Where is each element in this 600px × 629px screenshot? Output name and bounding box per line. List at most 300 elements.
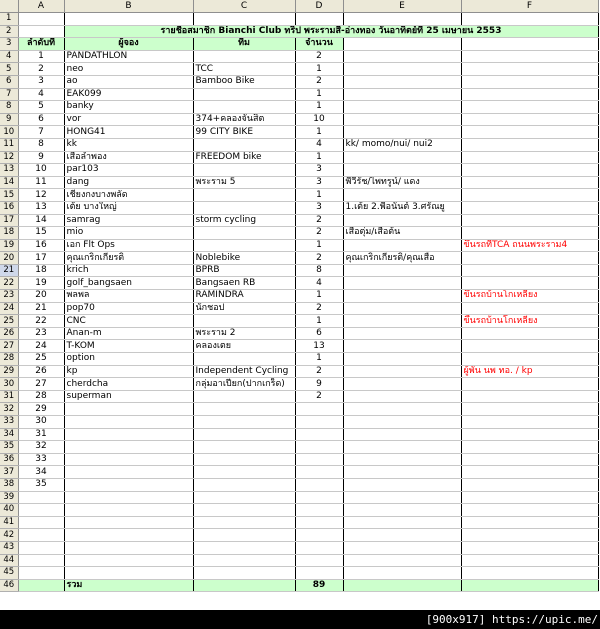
name-cell[interactable] xyxy=(64,441,193,454)
team-cell[interactable]: Bamboo Bike xyxy=(193,75,295,88)
note-f-cell[interactable] xyxy=(461,214,598,227)
note-e-cell[interactable] xyxy=(343,315,461,328)
note-f-cell[interactable]: ขึ้นรถที่TCA ถนนพระราม4 xyxy=(461,239,598,252)
name-cell[interactable]: mio xyxy=(64,227,193,240)
team-cell[interactable] xyxy=(193,353,295,366)
note-f-cell[interactable] xyxy=(461,176,598,189)
no-cell[interactable] xyxy=(18,491,64,504)
no-cell[interactable]: 4 xyxy=(18,88,64,101)
name-cell[interactable]: vor xyxy=(64,113,193,126)
row-header[interactable]: 27 xyxy=(0,340,18,353)
row-header[interactable]: 44 xyxy=(0,554,18,567)
team-cell[interactable] xyxy=(193,554,295,567)
note-e-cell[interactable] xyxy=(343,290,461,303)
note-f-cell[interactable] xyxy=(461,264,598,277)
note-f-cell[interactable] xyxy=(461,516,598,529)
row-header[interactable]: 33 xyxy=(0,416,18,429)
row-header[interactable]: 3 xyxy=(0,38,18,51)
cell[interactable] xyxy=(295,13,343,26)
cell[interactable] xyxy=(461,38,598,51)
note-f-cell[interactable] xyxy=(461,353,598,366)
note-e-cell[interactable] xyxy=(343,466,461,479)
team-cell[interactable]: BPRB xyxy=(193,264,295,277)
note-f-cell[interactable] xyxy=(461,453,598,466)
cell[interactable] xyxy=(64,13,193,26)
name-cell[interactable]: golf_bangsaen xyxy=(64,277,193,290)
no-cell[interactable]: 22 xyxy=(18,315,64,328)
total-value-cell[interactable]: 89 xyxy=(295,579,343,592)
sheet-title-cell[interactable]: รายชื่อสมาชิก Bianchi Club ทริป พระรามสี่-อ่างทอง วันอาทิตย์ที่ 25 เมษายน 2553 xyxy=(64,25,598,38)
note-e-cell[interactable] xyxy=(343,264,461,277)
note-f-cell[interactable] xyxy=(461,227,598,240)
note-e-cell[interactable] xyxy=(343,428,461,441)
count-cell[interactable]: 1 xyxy=(295,88,343,101)
name-cell[interactable]: เต้ย บางใหญ่ xyxy=(64,201,193,214)
row-header[interactable]: 32 xyxy=(0,403,18,416)
note-e-cell[interactable] xyxy=(343,101,461,114)
note-f-cell[interactable] xyxy=(461,478,598,491)
count-cell[interactable]: 2 xyxy=(295,365,343,378)
team-cell[interactable]: นักชอป xyxy=(193,302,295,315)
row-header[interactable]: 24 xyxy=(0,302,18,315)
name-cell[interactable]: cherdcha xyxy=(64,378,193,391)
column-header-f[interactable]: F xyxy=(461,0,598,13)
no-cell[interactable]: 33 xyxy=(18,453,64,466)
name-cell[interactable] xyxy=(64,541,193,554)
team-cell[interactable] xyxy=(193,101,295,114)
count-cell[interactable]: 3 xyxy=(295,201,343,214)
row-header[interactable]: 12 xyxy=(0,151,18,164)
note-f-cell[interactable] xyxy=(461,75,598,88)
no-cell[interactable]: 34 xyxy=(18,466,64,479)
note-f-cell[interactable] xyxy=(461,466,598,479)
count-cell[interactable]: 8 xyxy=(295,264,343,277)
note-e-cell[interactable] xyxy=(343,75,461,88)
row-header[interactable]: 15 xyxy=(0,189,18,202)
count-cell[interactable] xyxy=(295,529,343,542)
no-cell[interactable]: 20 xyxy=(18,290,64,303)
team-cell[interactable] xyxy=(193,164,295,177)
count-cell[interactable]: 2 xyxy=(295,75,343,88)
no-cell[interactable]: 16 xyxy=(18,239,64,252)
row-header[interactable]: 30 xyxy=(0,378,18,391)
team-cell[interactable]: Independent Cycling xyxy=(193,365,295,378)
team-cell[interactable] xyxy=(193,441,295,454)
row-header[interactable]: 1 xyxy=(0,13,18,26)
row-header[interactable]: 14 xyxy=(0,176,18,189)
row-header[interactable]: 42 xyxy=(0,529,18,542)
count-cell[interactable]: 1 xyxy=(295,101,343,114)
name-cell[interactable] xyxy=(64,504,193,517)
no-cell[interactable]: 32 xyxy=(18,441,64,454)
team-cell[interactable]: storm cycling xyxy=(193,214,295,227)
row-header[interactable]: 35 xyxy=(0,441,18,454)
count-cell[interactable] xyxy=(295,554,343,567)
row-header[interactable]: 13 xyxy=(0,164,18,177)
no-cell[interactable]: 12 xyxy=(18,189,64,202)
name-cell[interactable] xyxy=(64,516,193,529)
count-cell[interactable]: 1 xyxy=(295,63,343,76)
column-header-e[interactable]: E xyxy=(343,0,461,13)
count-cell[interactable] xyxy=(295,541,343,554)
note-f-cell[interactable] xyxy=(461,529,598,542)
note-f-cell[interactable] xyxy=(461,390,598,403)
no-cell[interactable]: 13 xyxy=(18,201,64,214)
team-cell[interactable] xyxy=(193,50,295,63)
note-f-cell[interactable] xyxy=(461,428,598,441)
row-header[interactable]: 17 xyxy=(0,214,18,227)
team-cell[interactable] xyxy=(193,189,295,202)
name-cell[interactable] xyxy=(64,554,193,567)
note-e-cell[interactable] xyxy=(343,327,461,340)
team-cell[interactable] xyxy=(193,529,295,542)
no-cell[interactable] xyxy=(18,554,64,567)
row-header[interactable]: 37 xyxy=(0,466,18,479)
team-cell[interactable] xyxy=(193,541,295,554)
no-cell[interactable]: 6 xyxy=(18,113,64,126)
team-cell[interactable]: FREEDOM bike xyxy=(193,151,295,164)
count-cell[interactable]: 1 xyxy=(295,126,343,139)
note-f-cell[interactable]: ผู้พัน นพ ทอ. / kp xyxy=(461,365,598,378)
header-count-cell[interactable]: จำนวน xyxy=(295,38,343,51)
cell[interactable] xyxy=(18,13,64,26)
cell[interactable] xyxy=(193,579,295,592)
note-f-cell[interactable] xyxy=(461,403,598,416)
name-cell[interactable] xyxy=(64,478,193,491)
row-header[interactable]: 29 xyxy=(0,365,18,378)
name-cell[interactable]: pop70 xyxy=(64,302,193,315)
count-cell[interactable]: 2 xyxy=(295,302,343,315)
column-header-b[interactable]: B xyxy=(64,0,193,13)
no-cell[interactable] xyxy=(18,567,64,580)
row-header[interactable]: 5 xyxy=(0,63,18,76)
name-cell[interactable]: PANDATHLON xyxy=(64,50,193,63)
cell[interactable] xyxy=(193,13,295,26)
note-f-cell[interactable] xyxy=(461,50,598,63)
name-cell[interactable] xyxy=(64,529,193,542)
name-cell[interactable] xyxy=(64,491,193,504)
row-header[interactable]: 7 xyxy=(0,88,18,101)
name-cell[interactable]: เอก Flt Ops xyxy=(64,239,193,252)
row-header[interactable]: 46 xyxy=(0,579,18,592)
row-header[interactable]: 38 xyxy=(0,478,18,491)
name-cell[interactable]: คุณเกริกเกียรติ xyxy=(64,252,193,265)
count-cell[interactable]: 4 xyxy=(295,138,343,151)
name-cell[interactable]: option xyxy=(64,353,193,366)
count-cell[interactable]: 2 xyxy=(295,214,343,227)
note-e-cell[interactable] xyxy=(343,277,461,290)
row-header[interactable]: 39 xyxy=(0,491,18,504)
note-f-cell[interactable] xyxy=(461,340,598,353)
header-team-cell[interactable]: ทีม xyxy=(193,38,295,51)
no-cell[interactable]: 26 xyxy=(18,365,64,378)
name-cell[interactable] xyxy=(64,428,193,441)
no-cell[interactable]: 7 xyxy=(18,126,64,139)
note-f-cell[interactable] xyxy=(461,302,598,315)
note-f-cell[interactable] xyxy=(461,252,598,265)
team-cell[interactable]: กลุ่มอาเปียก(ปากเกร็ด) xyxy=(193,378,295,391)
team-cell[interactable] xyxy=(193,315,295,328)
team-cell[interactable]: TCC xyxy=(193,63,295,76)
cell[interactable] xyxy=(461,13,598,26)
note-e-cell[interactable] xyxy=(343,365,461,378)
no-cell[interactable]: 10 xyxy=(18,164,64,177)
name-cell[interactable]: ao xyxy=(64,75,193,88)
note-f-cell[interactable] xyxy=(461,164,598,177)
name-cell[interactable] xyxy=(64,453,193,466)
row-header[interactable]: 21 xyxy=(0,264,18,277)
note-e-cell[interactable]: 1.เต้ย 2.พี่อนันต์ 3.ศรัณยู xyxy=(343,201,461,214)
note-f-cell[interactable]: ขึ้นรถบ้านโกเหลียง xyxy=(461,315,598,328)
row-header[interactable]: 22 xyxy=(0,277,18,290)
no-cell[interactable]: 29 xyxy=(18,403,64,416)
note-e-cell[interactable] xyxy=(343,453,461,466)
row-header[interactable]: 43 xyxy=(0,541,18,554)
name-cell[interactable]: T-KOM xyxy=(64,340,193,353)
team-cell[interactable] xyxy=(193,88,295,101)
count-cell[interactable]: 4 xyxy=(295,277,343,290)
no-cell[interactable] xyxy=(18,516,64,529)
note-f-cell[interactable] xyxy=(461,113,598,126)
note-f-cell[interactable] xyxy=(461,491,598,504)
column-header-c[interactable]: C xyxy=(193,0,295,13)
note-f-cell[interactable] xyxy=(461,416,598,429)
team-cell[interactable] xyxy=(193,227,295,240)
row-header[interactable]: 2 xyxy=(0,25,18,38)
row-header[interactable]: 36 xyxy=(0,453,18,466)
count-cell[interactable]: 1 xyxy=(295,290,343,303)
no-cell[interactable]: 3 xyxy=(18,75,64,88)
note-e-cell[interactable] xyxy=(343,63,461,76)
count-cell[interactable] xyxy=(295,453,343,466)
team-cell[interactable] xyxy=(193,201,295,214)
team-cell[interactable]: Noblebike xyxy=(193,252,295,265)
note-e-cell[interactable] xyxy=(343,554,461,567)
cell[interactable] xyxy=(461,579,598,592)
no-cell[interactable]: 30 xyxy=(18,416,64,429)
note-e-cell[interactable] xyxy=(343,302,461,315)
note-f-cell[interactable] xyxy=(461,504,598,517)
name-cell[interactable]: dang xyxy=(64,176,193,189)
no-cell[interactable]: 1 xyxy=(18,50,64,63)
count-cell[interactable] xyxy=(295,567,343,580)
note-e-cell[interactable] xyxy=(343,113,461,126)
name-cell[interactable]: EAK099 xyxy=(64,88,193,101)
no-cell[interactable]: 2 xyxy=(18,63,64,76)
no-cell[interactable]: 28 xyxy=(18,390,64,403)
no-cell[interactable]: 18 xyxy=(18,264,64,277)
team-cell[interactable] xyxy=(193,466,295,479)
note-e-cell[interactable]: คุณเกริกเกียรติ/คุณเสือ xyxy=(343,252,461,265)
note-f-cell[interactable] xyxy=(461,201,598,214)
count-cell[interactable]: 2 xyxy=(295,252,343,265)
note-e-cell[interactable] xyxy=(343,390,461,403)
row-header[interactable]: 34 xyxy=(0,428,18,441)
row-header[interactable]: 16 xyxy=(0,201,18,214)
note-f-cell[interactable] xyxy=(461,101,598,114)
note-e-cell[interactable] xyxy=(343,340,461,353)
cell[interactable] xyxy=(18,25,64,38)
no-cell[interactable]: 17 xyxy=(18,252,64,265)
column-header-a[interactable]: A xyxy=(18,0,64,13)
note-f-cell[interactable] xyxy=(461,138,598,151)
no-cell[interactable]: 25 xyxy=(18,353,64,366)
cell[interactable] xyxy=(343,579,461,592)
note-f-cell[interactable] xyxy=(461,541,598,554)
cell[interactable] xyxy=(343,38,461,51)
row-header[interactable]: 20 xyxy=(0,252,18,265)
note-e-cell[interactable] xyxy=(343,151,461,164)
note-f-cell[interactable] xyxy=(461,378,598,391)
team-cell[interactable]: Bangsaen RB xyxy=(193,277,295,290)
row-header[interactable]: 18 xyxy=(0,227,18,240)
select-all-corner[interactable] xyxy=(0,0,18,13)
note-e-cell[interactable] xyxy=(343,541,461,554)
row-header[interactable]: 26 xyxy=(0,327,18,340)
row-header[interactable]: 11 xyxy=(0,138,18,151)
count-cell[interactable] xyxy=(295,491,343,504)
row-header[interactable]: 19 xyxy=(0,239,18,252)
column-header-d[interactable]: D xyxy=(295,0,343,13)
no-cell[interactable]: 21 xyxy=(18,302,64,315)
row-header[interactable]: 25 xyxy=(0,315,18,328)
team-cell[interactable]: พระราม 2 xyxy=(193,327,295,340)
note-f-cell[interactable] xyxy=(461,327,598,340)
no-cell[interactable] xyxy=(18,504,64,517)
cell[interactable] xyxy=(343,13,461,26)
note-f-cell[interactable] xyxy=(461,441,598,454)
no-cell[interactable]: 35 xyxy=(18,478,64,491)
note-f-cell[interactable] xyxy=(461,88,598,101)
row-header[interactable]: 10 xyxy=(0,126,18,139)
team-cell[interactable]: พระราม 5 xyxy=(193,176,295,189)
name-cell[interactable]: HONG41 xyxy=(64,126,193,139)
team-cell[interactable] xyxy=(193,516,295,529)
no-cell[interactable]: 23 xyxy=(18,327,64,340)
team-cell[interactable] xyxy=(193,453,295,466)
note-e-cell[interactable] xyxy=(343,88,461,101)
count-cell[interactable]: 3 xyxy=(295,176,343,189)
note-f-cell[interactable] xyxy=(461,567,598,580)
no-cell[interactable]: 15 xyxy=(18,227,64,240)
name-cell[interactable]: kk xyxy=(64,138,193,151)
note-e-cell[interactable] xyxy=(343,416,461,429)
count-cell[interactable] xyxy=(295,416,343,429)
team-cell[interactable] xyxy=(193,390,295,403)
note-e-cell[interactable] xyxy=(343,567,461,580)
name-cell[interactable] xyxy=(64,416,193,429)
count-cell[interactable] xyxy=(295,504,343,517)
row-header[interactable]: 8 xyxy=(0,101,18,114)
count-cell[interactable]: 1 xyxy=(295,189,343,202)
note-f-cell[interactable] xyxy=(461,126,598,139)
count-cell[interactable]: 6 xyxy=(295,327,343,340)
count-cell[interactable] xyxy=(295,428,343,441)
no-cell[interactable]: 19 xyxy=(18,277,64,290)
row-header[interactable]: 45 xyxy=(0,567,18,580)
note-e-cell[interactable] xyxy=(343,239,461,252)
note-e-cell[interactable] xyxy=(343,126,461,139)
note-e-cell[interactable] xyxy=(343,214,461,227)
count-cell[interactable]: 1 xyxy=(295,151,343,164)
name-cell[interactable]: เชียงกงบางพลัด xyxy=(64,189,193,202)
count-cell[interactable] xyxy=(295,466,343,479)
note-e-cell[interactable] xyxy=(343,516,461,529)
note-e-cell[interactable] xyxy=(343,164,461,177)
no-cell[interactable]: 11 xyxy=(18,176,64,189)
note-f-cell[interactable] xyxy=(461,63,598,76)
name-cell[interactable]: Anan-m xyxy=(64,327,193,340)
no-cell[interactable]: 9 xyxy=(18,151,64,164)
note-f-cell[interactable] xyxy=(461,554,598,567)
team-cell[interactable] xyxy=(193,239,295,252)
note-e-cell[interactable] xyxy=(343,491,461,504)
name-cell[interactable]: par103 xyxy=(64,164,193,177)
row-header[interactable]: 41 xyxy=(0,516,18,529)
count-cell[interactable]: 1 xyxy=(295,353,343,366)
no-cell[interactable]: 27 xyxy=(18,378,64,391)
name-cell[interactable] xyxy=(64,466,193,479)
count-cell[interactable]: 2 xyxy=(295,50,343,63)
no-cell[interactable]: 8 xyxy=(18,138,64,151)
row-header[interactable]: 4 xyxy=(0,50,18,63)
no-cell[interactable]: 5 xyxy=(18,101,64,114)
count-cell[interactable]: 9 xyxy=(295,378,343,391)
note-e-cell[interactable] xyxy=(343,189,461,202)
count-cell[interactable]: 10 xyxy=(295,113,343,126)
note-e-cell[interactable] xyxy=(343,529,461,542)
note-f-cell[interactable] xyxy=(461,277,598,290)
count-cell[interactable] xyxy=(295,516,343,529)
count-cell[interactable] xyxy=(295,403,343,416)
no-cell[interactable] xyxy=(18,541,64,554)
team-cell[interactable] xyxy=(193,416,295,429)
team-cell[interactable] xyxy=(193,403,295,416)
row-header[interactable]: 23 xyxy=(0,290,18,303)
team-cell[interactable]: คลองเตย xyxy=(193,340,295,353)
note-e-cell[interactable] xyxy=(343,441,461,454)
team-cell[interactable] xyxy=(193,491,295,504)
count-cell[interactable]: 1 xyxy=(295,315,343,328)
name-cell[interactable]: kp xyxy=(64,365,193,378)
note-e-cell[interactable] xyxy=(343,478,461,491)
name-cell[interactable]: เสือลำพอง xyxy=(64,151,193,164)
count-cell[interactable]: 1 xyxy=(295,239,343,252)
team-cell[interactable] xyxy=(193,138,295,151)
count-cell[interactable]: 2 xyxy=(295,227,343,240)
total-label-cell[interactable]: รวม xyxy=(64,579,193,592)
note-e-cell[interactable]: kk/ momo/nui/ nui2 xyxy=(343,138,461,151)
row-header[interactable]: 9 xyxy=(0,113,18,126)
team-cell[interactable]: RAMINDRA xyxy=(193,290,295,303)
name-cell[interactable]: superman xyxy=(64,390,193,403)
name-cell[interactable]: banky xyxy=(64,101,193,114)
name-cell[interactable] xyxy=(64,567,193,580)
team-cell[interactable] xyxy=(193,504,295,517)
team-cell[interactable]: 374+คลองจั่นสิต xyxy=(193,113,295,126)
note-e-cell[interactable] xyxy=(343,378,461,391)
note-e-cell[interactable] xyxy=(343,50,461,63)
no-cell[interactable]: 24 xyxy=(18,340,64,353)
name-cell[interactable]: samrag xyxy=(64,214,193,227)
name-cell[interactable]: neo xyxy=(64,63,193,76)
no-cell[interactable]: 31 xyxy=(18,428,64,441)
no-cell[interactable] xyxy=(18,529,64,542)
note-f-cell[interactable]: ขึ้นรถบ้านโกเหลียง xyxy=(461,290,598,303)
row-header[interactable]: 6 xyxy=(0,75,18,88)
count-cell[interactable] xyxy=(295,441,343,454)
name-cell[interactable]: พลพล xyxy=(64,290,193,303)
